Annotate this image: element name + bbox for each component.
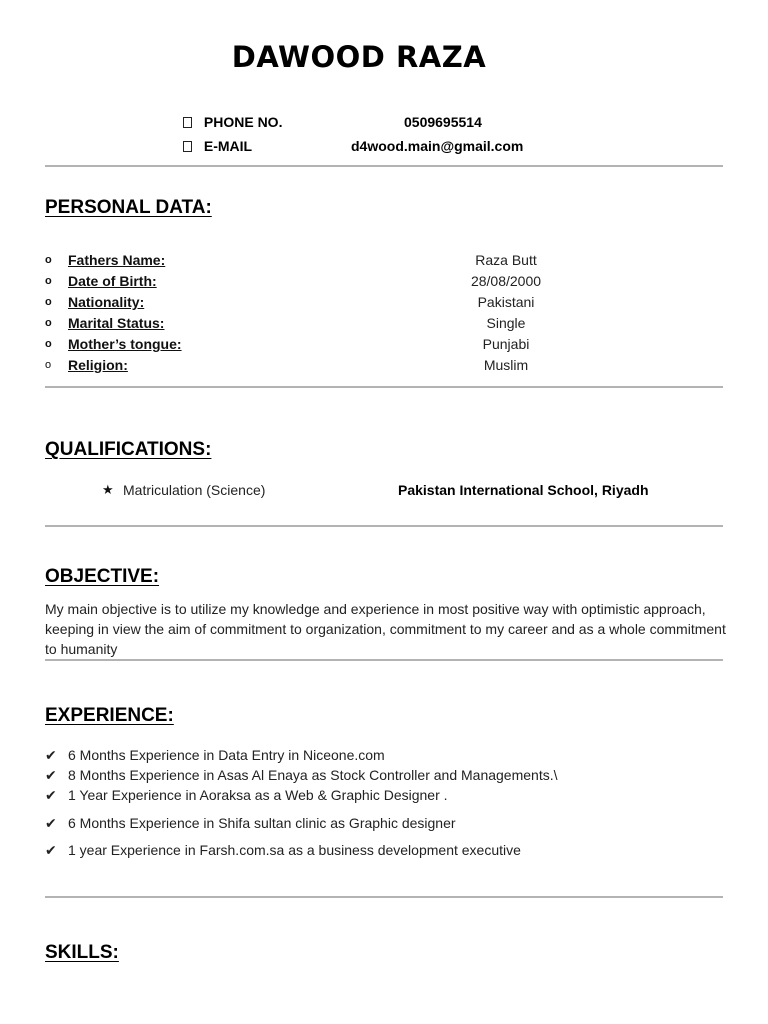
personal-label: Nationality: — [68, 294, 145, 310]
divider — [45, 386, 723, 388]
personal-data-heading: PERSONAL DATA: — [45, 197, 212, 218]
personal-row — [45, 252, 723, 273]
personal-row — [45, 294, 723, 315]
checkbox-square-icon — [183, 141, 192, 152]
experience-item — [45, 815, 456, 832]
checkmark-icon: ✔ — [45, 767, 57, 783]
experience-text: 1 year Experience in Farsh.com.sa as a business development executive — [68, 842, 521, 858]
personal-label: Marital Status: — [68, 315, 165, 331]
bullet-icon: o — [45, 275, 52, 287]
bullet-icon: o — [45, 296, 52, 308]
qualifications-heading: QUALIFICATIONS: — [45, 439, 212, 460]
experience-text: 8 Months Experience in Asas Al Enaya as Stock Controller and Managements.\ — [68, 767, 558, 783]
divider — [45, 165, 723, 167]
personal-value: Muslim — [483, 357, 529, 373]
experience-text: 6 Months Experience in Data Entry in Niceone.com — [68, 747, 385, 763]
contact-phone-row — [183, 114, 282, 130]
email-label: E-MAIL — [203, 138, 253, 154]
experience-item — [45, 787, 448, 804]
personal-value: Single — [486, 315, 526, 331]
personal-label: Date of Birth: — [68, 273, 157, 289]
bullet-icon: o — [45, 359, 52, 371]
qualification-school: Pakistan International School, Riyadh — [398, 482, 649, 498]
objective-text: My main objective is to utilize my knowledge and experience in most positive way with optimistic approach, keeping in view the aim of commitment to organization, commitment to my career and as a whole commitment to humanity — [45, 601, 726, 657]
personal-value: Pakistani — [477, 294, 535, 310]
personal-value: Punjabi — [482, 336, 530, 352]
bullet-icon: o — [45, 317, 52, 329]
experience-heading: EXPERIENCE: — [45, 705, 174, 726]
star-bullet-icon: ★ — [102, 482, 114, 497]
resume-name: DAWOOD RAZA — [231, 40, 487, 74]
phone-value: 0509695514 — [404, 114, 482, 130]
objective-heading: OBJECTIVE: — [45, 566, 160, 587]
bullet-icon: o — [45, 338, 52, 350]
personal-row — [45, 357, 723, 378]
experience-item — [45, 767, 558, 784]
divider — [45, 659, 723, 661]
personal-label: Fathers Name: — [68, 252, 166, 268]
personal-label: Mother’s tongue: — [68, 336, 182, 352]
checkmark-icon: ✔ — [45, 747, 57, 763]
checkmark-icon: ✔ — [45, 842, 57, 858]
qualification-degree: Matriculation (Science) — [123, 482, 266, 498]
experience-text: 6 Months Experience in Shifa sultan clinic as Graphic designer — [68, 815, 456, 831]
phone-label: PHONE NO. — [203, 114, 283, 130]
divider — [45, 896, 723, 898]
personal-value: 28/08/2000 — [470, 273, 542, 289]
experience-item — [45, 842, 521, 859]
personal-value: Raza Butt — [475, 252, 537, 268]
divider — [45, 525, 723, 527]
checkmark-icon: ✔ — [45, 787, 57, 803]
bullet-icon: o — [45, 254, 52, 266]
personal-row — [45, 273, 723, 294]
personal-row — [45, 315, 723, 336]
skills-heading: SKILLS: — [45, 942, 119, 963]
personal-row — [45, 336, 723, 357]
email-value: d4wood.main@gmail.com — [351, 138, 524, 154]
experience-text: 1 Year Experience in Aoraksa as a Web & Graphic Designer . — [68, 787, 448, 803]
checkbox-square-icon — [183, 117, 192, 128]
checkmark-icon: ✔ — [45, 815, 57, 831]
contact-email-row — [183, 138, 252, 154]
personal-label: Religion: — [68, 357, 128, 373]
experience-item — [45, 747, 385, 764]
